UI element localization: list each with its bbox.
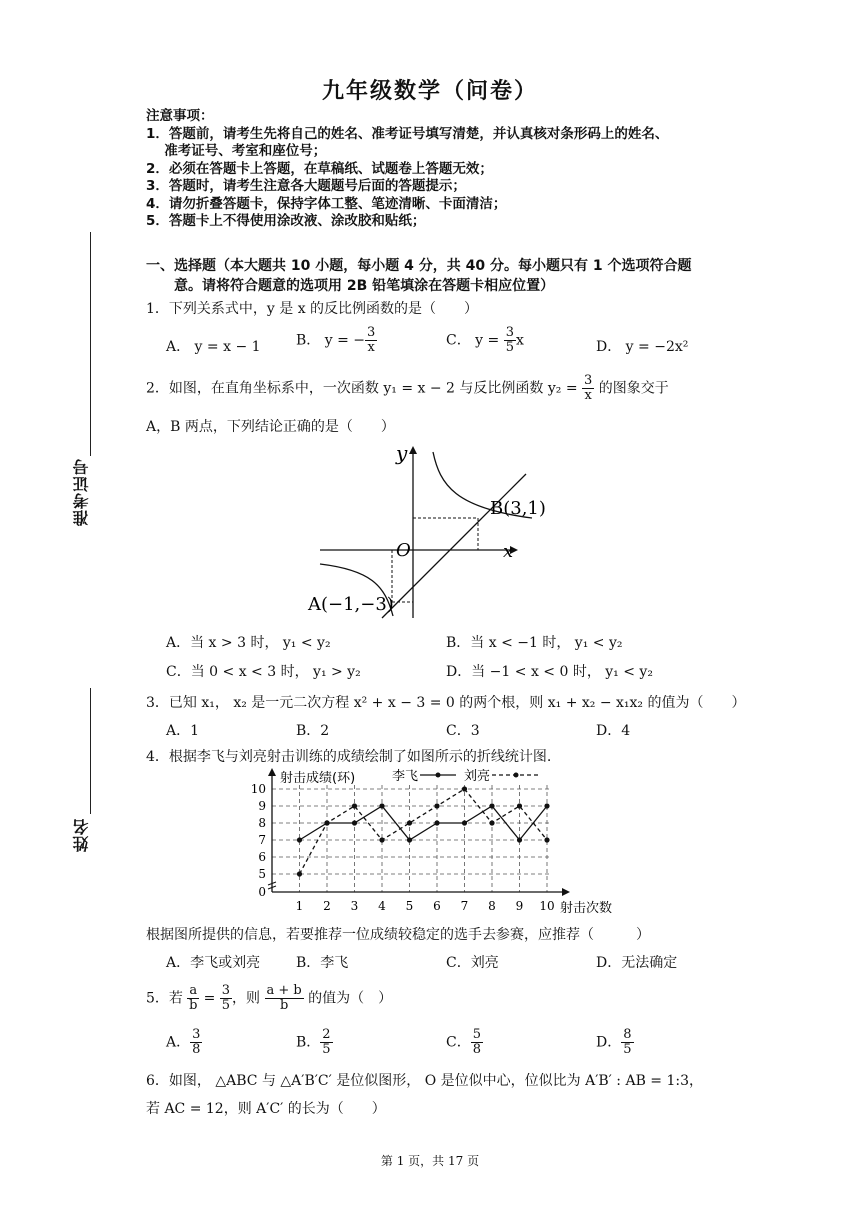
chart-x-arrow [562,888,570,896]
x-tick-label: 7 [460,899,469,913]
q1-c-text: C． y = [446,332,504,349]
series-line-li-fei [300,806,548,840]
q5-stem [146,984,392,1013]
q4-option-d: D．无法确定 [596,955,678,971]
label-y: y [396,441,408,465]
q5-b: b [189,998,198,1013]
series-point [297,837,302,842]
q6-line2: 若 AC = 12，则 A′C′ 的长为（ ） [146,1101,386,1117]
x-tick-label: 5 [405,899,414,913]
q5-d-label: D． [596,1034,622,1051]
q1-c-num: 3 [505,325,514,340]
chart-xlabel: 射击次数 [560,901,613,916]
q5-n3: 3 [221,983,231,998]
q5-option-b [296,1028,333,1057]
y-tick-label: 8 [258,816,266,830]
q5-d-den: 5 [623,1042,632,1057]
q2-stem-a: 2．如图，在直角坐标系中，一次函数 y₁ = x − 2 与反比例函数 y₂ = [146,380,582,397]
legend-dashed-label: 刘亮 [464,769,491,784]
label-x: x [503,541,514,562]
series-point [434,803,439,808]
q5-ab: a + b [266,983,302,998]
q5-b-den: 5 [322,1042,331,1057]
legend-solid-label: 李飞 [392,769,419,784]
q5-a-den: 8 [192,1042,201,1057]
q2-option-c: C．当 0 < x < 3 时， y₁ > y₂ [166,664,361,680]
q4-after: 根据图所提供的信息，若要推荐一位成绩较稳定的选手去参赛，应推荐（ ） [146,927,650,943]
x-tick-label: 4 [378,899,386,913]
q4-stem: 4．根据李飞与刘亮射击训练的成绩绘制了如图所示的折线统计图. [146,749,552,765]
series-point [544,803,549,808]
notes-item: 4．请勿折叠答题卡，保持字体工整、笔迹清晰、卡面清洁； [146,195,507,212]
q5-a-label: A． [166,1034,191,1051]
section-heading [146,256,691,296]
q1-b-num: 3 [367,325,376,340]
series-point [462,820,467,825]
name-label: 姓名 [72,818,91,852]
y-arrow [409,446,417,454]
q2-frac-num: 3 [584,373,593,388]
series-point [434,820,439,825]
q1-option-d: D． y = −2x² [596,339,689,355]
x-tick-label: 6 [433,899,441,913]
q2-figure [300,440,546,620]
exam-no-label: 准考证号 [72,458,91,526]
chart-ylabel: 射击成绩(环) [280,771,356,786]
y-tick-label: 9 [258,799,266,813]
q4-option-a: A．李飞或刘亮 [166,955,261,971]
y-tick-label: 6 [258,850,266,864]
q5-c-label: C． [446,1034,471,1051]
q5-a-num: 3 [192,1027,201,1042]
x-tick-label: 10 [539,899,555,913]
x-tick-label: 3 [350,899,359,913]
q1-b-text: B． y = − [296,332,366,349]
notes-heading: 注意事项： [146,108,214,124]
label-o: O [396,540,411,561]
x-tick-label: 1 [295,899,304,913]
notes [146,108,668,231]
x-tick-label: 8 [488,899,496,913]
q5-eq: = [199,990,220,1007]
q2-option-a: A．当 x > 3 时， y₁ < y₂ [166,635,331,651]
q4-option-b: B．李飞 [296,955,349,971]
q5-b2: b [279,998,289,1013]
q3-option-c: C．3 [446,723,480,739]
q5-option-d [596,1028,634,1057]
section-line: 意。请将符合题意的选项用 2B 铅笔填涂在答题卡相应位置） [146,278,555,294]
y-tick-label: 10 [250,782,266,796]
page-title: 九年级数学（问卷） [321,79,538,104]
q5-a: a [189,983,198,998]
q6-line1: 6．如图， △ABC 与 △A′B′C′ 是位似图形， O 是位似中心，位似比为 A′B′ : AB = 1:3， [146,1073,704,1089]
legend-dashed-dot [514,773,519,778]
exam-no-line [90,232,91,456]
page-footer: 第 1 页，共 17 页 [380,1154,480,1168]
q4-option-c: C．刘亮 [446,955,499,971]
y-tick-label: 7 [258,833,266,847]
chart-series [297,786,550,876]
legend-solid-dot [436,773,441,778]
series-point [517,803,522,808]
q1-b-den: x [367,340,375,355]
name-line [90,688,91,814]
series-point [297,871,302,876]
q5-d-num: 8 [623,1027,632,1042]
section-line: 一、选择题（本大题共 10 小题，每小题 4 分，共 40 分。每小题只有 1 个选项符合题 [146,258,692,274]
q3-stem: 3．已知 x₁， x₂ 是一元二次方程 x² + x − 3 = 0 的两个根，则 x₁ + x₂ − x₁x₂ 的值为（ ） [146,695,746,711]
q2-stem [146,374,669,403]
q1-option-c [446,326,524,355]
q3-option-b: B．2 [296,723,330,739]
label-b: B(3,1) [490,498,546,519]
q2-stem-c: A，B 两点，下列结论正确的是（ ） [146,419,395,435]
q2-stem-b: 的图象交于 [594,380,669,397]
q1-c-den: 5 [505,340,514,355]
q5-b-label: B． [296,1034,321,1051]
q3-option-d: D．4 [596,723,631,739]
q1-stem: 1．下列关系式中，y 是 x 的反比例函数的是（ ） [146,301,479,317]
x-tick-label: 9 [515,899,524,913]
notes-item: 5．答题卡上不得使用涂改液、涂改胶和贴纸； [146,213,426,229]
series-point [379,803,384,808]
q5-stem-a: 5．若 [146,990,188,1007]
series-point [517,837,522,842]
q5-stem-c: 的值为（ ） [303,990,393,1007]
notes-item: 2．必须在答题卡上答题，在草稿纸、试题卷上答题无效； [146,160,493,177]
q5-option-c [446,1028,483,1057]
series-point [352,803,357,808]
label-a: A(−1,−3) [308,594,394,615]
notes-item: 1．答题前，请考生先将自己的姓名、准考证号填写清楚，并认真核对条形码上的姓名、 [146,125,669,142]
series-point [489,803,494,808]
q5-c-num: 5 [472,1027,481,1042]
series-point [352,820,357,825]
series-point [462,786,467,791]
series-point [489,820,494,825]
q2-option-b: B．当 x < −1 时， y₁ < y₂ [446,635,623,651]
notes-item: 准考证号、考室和座位号； [146,143,327,159]
series-point [324,820,329,825]
q5-b-num: 2 [322,1027,331,1042]
chart-ticks [251,782,555,913]
series-point [407,837,412,842]
q5-option-a [166,1028,202,1057]
series-point [407,820,412,825]
y-tick-label: 0 [258,885,266,899]
q2-option-d: D．当 −1 < x < 0 时， y₁ < y₂ [446,664,653,680]
chart-y-arrow [268,768,276,776]
notes-item: 3．答题时，请考生注意各大题题号后面的答题提示； [146,178,466,194]
q1-option-b [296,326,377,355]
q1-c-post: x [515,332,524,349]
q2-frac-den: x [584,388,592,403]
q3-option-a: A．1 [166,723,200,739]
q1-option-a: A． y = x − 1 [166,339,261,355]
x-tick-label: 2 [323,899,331,913]
shooting-line-chart [250,764,630,920]
q5-c-den: 8 [472,1042,481,1057]
q5-n5: 5 [221,998,231,1013]
q5-stem-b: ，则 [232,990,265,1007]
series-point [379,837,384,842]
y-tick-label: 5 [258,867,266,881]
series-point [544,837,549,842]
